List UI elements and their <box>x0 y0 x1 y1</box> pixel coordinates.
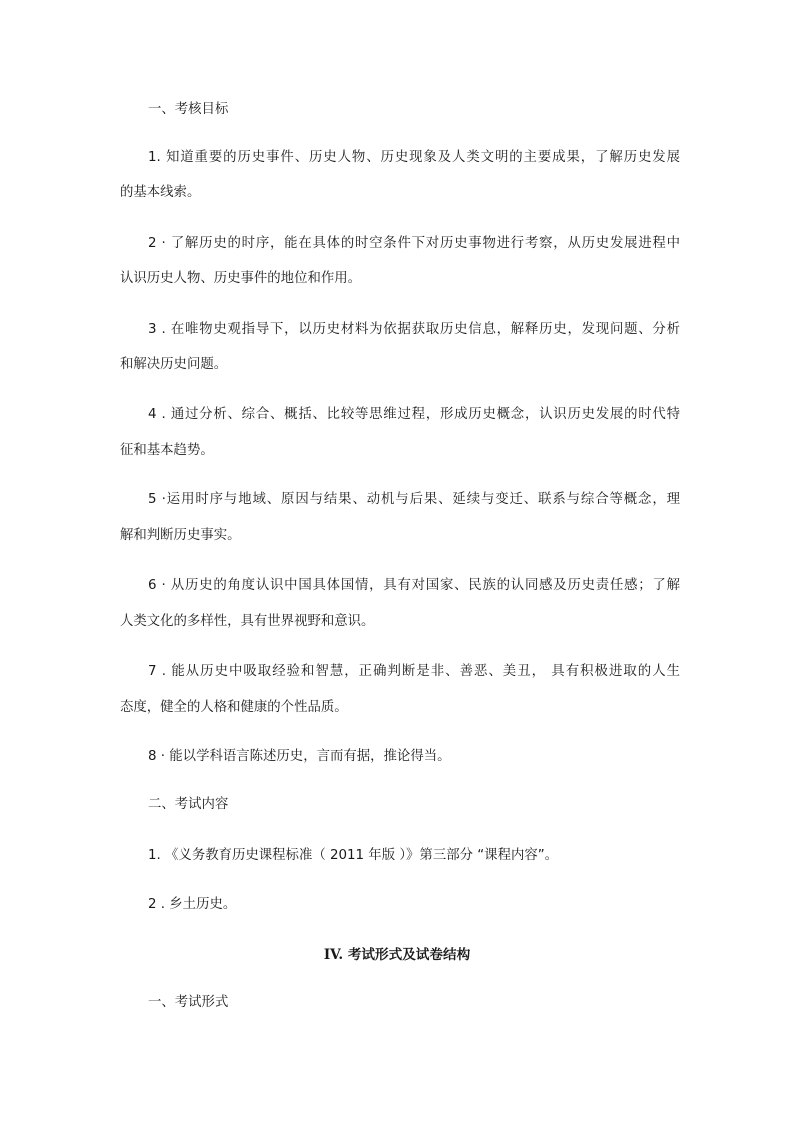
section-title: IV. 考试形式及试卷结构 <box>323 947 471 963</box>
objective-4-line-1: 4 . 通过分析、综合、概括、比较等思维过程，形成历史概念，认识历史发展的时代特 <box>148 407 680 422</box>
objective-3-line-1: 3 . 在唯物史观指导下，以历史材料为依据获取历史信息，解释历史，发现问题、分析 <box>148 322 680 337</box>
objective-6-line-1: 6 · 从历史的角度认识中国具体国情，具有对国家、民族的认同感及历史责任感；了解 <box>148 578 680 593</box>
objective-1-line-1: 1. 知道重要的历史事件、历史人物、历史现象及人类文明的主要成果，了解历史发展 <box>148 150 680 165</box>
objective-2-line-1: 2 · 了解历史的时序，能在具体的时空条件下对历史事物进行考察，从历史发展进程中 <box>148 236 680 251</box>
content-item-2: 2 . 乡土历史。 <box>148 897 237 912</box>
objective-2-line-2: 认识历史人物、历史事件的地位和作用。 <box>120 271 362 286</box>
heading-exam-content: 二、考试内容 <box>148 797 229 812</box>
objective-8-line-1: 8 · 能以学科语言陈述历史，言而有据，推论得当。 <box>148 749 451 764</box>
objective-6-line-2: 人类文化的多样性，具有世界视野和意识。 <box>120 614 375 629</box>
objective-7-line-2: 态度，健全的人格和健康的个性品质。 <box>120 700 348 715</box>
heading-assessment-goals: 一、考核目标 <box>148 102 229 117</box>
heading-exam-format: 一、考试形式 <box>148 995 229 1010</box>
objective-5-line-1: 5 ·运用时序与地域、原因与结果、动机与后果、延续与变迁、联系与综合等概念，理 <box>148 492 680 507</box>
objective-4-line-2: 征和基本趋势。 <box>120 443 214 458</box>
objective-1-line-2: 的基本线索。 <box>120 185 201 200</box>
objective-5-line-2: 解和判断历史事实。 <box>120 528 241 543</box>
content-item-1: 1. 《义务教育历史课程标准（ 2011 年版 ）》第三部分 “课程内容”。 <box>148 848 559 863</box>
objective-3-line-2: 和解决历史问题。 <box>120 357 228 372</box>
objective-7-line-1: 7 . 能从历史中吸取经验和智慧，正确判断是非、善恶、美丑， 具有积极进取的人生 <box>148 664 680 679</box>
